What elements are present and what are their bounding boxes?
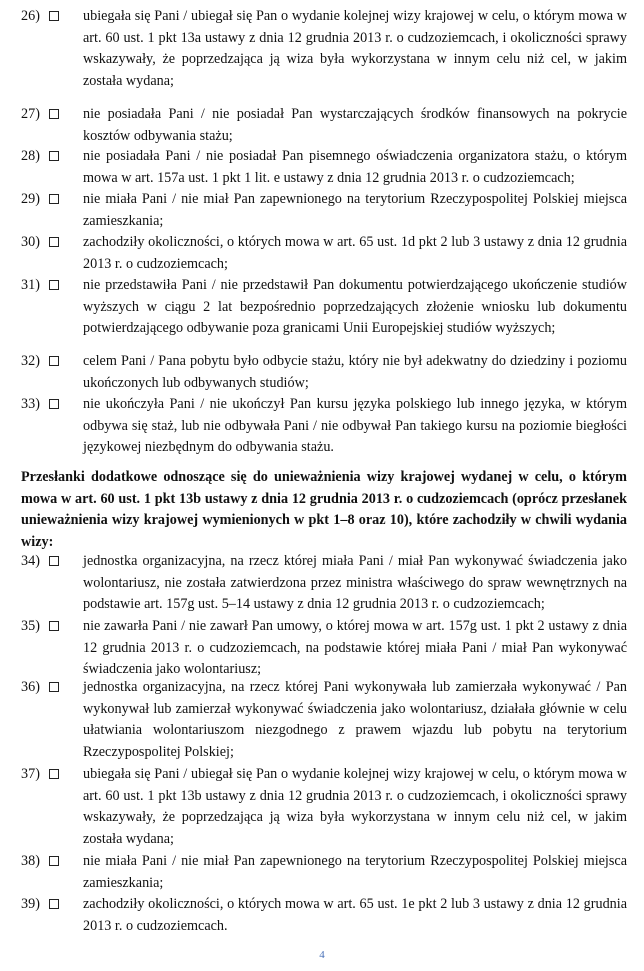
item-text: zachodziły okoliczności, o których mowa w art. 65 ust. 1e pkt 2 lub 3 ustawy z dnia 12 grudnia 2013 r. o cudzoziemcach. xyxy=(83,896,627,934)
item-number: 30) xyxy=(21,234,40,250)
empty-checkbox-icon[interactable] xyxy=(49,109,59,119)
section-heading: Przesłanki dodatkowe odnoszące się do unieważnienia wizy krajowej wydanej w celu, o którym mowa w art. 60 ust. 1 pkt 13b ustawy z dnia 12 grudnia 2013 r. o cudzoziemcach (oprócz przesłanek unieważnienia wizy krajowej wymienionych w pkt 1–8 oraz 10), które zachodziły w chwili wydania wizy: xyxy=(21,469,627,550)
item-number: 38) xyxy=(21,853,40,869)
empty-checkbox-icon[interactable] xyxy=(49,556,59,566)
item-text: nie ukończyła Pani / nie ukończył Pan kursu języka polskiego lub innego języka, w którym odbywa się staż, lub nie odbywała Pani / nie odbywał Pan takiego kursu na poziomie biegłości językowej niezbędnym do odbywania stażu. xyxy=(83,396,627,456)
item-text: ubiegała się Pani / ubiegał się Pan o wydanie kolejnej wizy krajowej w celu, o którym mowa w art. 60 ust. 1 pkt 13a ustawy z dnia 12 grudnia 2013 r. o cudzoziemcach, i okoliczności sprawy wskazywały, że poprzedzająca ją wiza była wykorzystana w innym celu niż cel, w jakim została wydana; xyxy=(83,8,627,89)
empty-checkbox-icon[interactable] xyxy=(49,280,59,290)
item-number: 34) xyxy=(21,553,40,569)
empty-checkbox-icon[interactable] xyxy=(49,237,59,247)
list-item-36 xyxy=(21,677,627,763)
list-item-27 xyxy=(21,104,627,147)
item-number: 28) xyxy=(21,148,40,164)
item-text: nie zawarła Pani / nie zawarł Pan umowy, o której mowa w art. 157g ust. 1 pkt 2 ustawy z dnia 12 grudnia 2013 r. o cudzoziemcach, na podstawie której miała Pani / miał Pan wykonywać świadczenia jako wolontariusz; xyxy=(83,618,627,678)
list-item-31 xyxy=(21,275,627,340)
empty-checkbox-icon[interactable] xyxy=(49,356,59,366)
item-text: celem Pani / Pana pobytu było odbycie stażu, który nie był adekwatny do dziedziny i poziomu ukończonych lub odbywanych studiów; xyxy=(83,353,627,391)
empty-checkbox-icon[interactable] xyxy=(49,399,59,409)
empty-checkbox-icon[interactable] xyxy=(49,899,59,909)
list-item-28 xyxy=(21,146,627,189)
empty-checkbox-icon[interactable] xyxy=(49,11,59,21)
empty-checkbox-icon[interactable] xyxy=(49,621,59,631)
item-text: nie miała Pani / nie miał Pan zapewnionego na terytorium Rzeczypospolitej Polskiej miejsca zamieszkania; xyxy=(83,191,627,229)
list-item-33 xyxy=(21,394,627,459)
empty-checkbox-icon[interactable] xyxy=(49,151,59,161)
list-item-26 xyxy=(21,6,627,92)
list-item-30 xyxy=(21,232,627,275)
item-number: 33) xyxy=(21,396,40,412)
list-item-37 xyxy=(21,764,627,850)
item-number: 26) xyxy=(21,8,40,24)
item-text: nie posiadała Pani / nie posiadał Pan wystarczających środków finansowych na pokrycie kosztów odbywania stażu; xyxy=(83,106,627,144)
empty-checkbox-icon[interactable] xyxy=(49,856,59,866)
item-number: 31) xyxy=(21,277,40,293)
page-number: 4 xyxy=(319,949,325,961)
item-number: 35) xyxy=(21,618,40,634)
item-text: nie posiadała Pani / nie posiadał Pan pisemnego oświadczenia organizatora stażu, o którym mowa w art. 157a ust. 1 pkt 1 lit. e ustawy z dnia 12 grudnia 2013 r. o cudzoziemcach; xyxy=(83,148,627,186)
list-item-38 xyxy=(21,851,627,894)
list-item-34 xyxy=(21,551,627,616)
list-item-35 xyxy=(21,616,627,681)
item-text: zachodziły okoliczności, o których mowa w art. 65 ust. 1d pkt 2 lub 3 ustawy z dnia 12 grudnia 2013 r. o cudzoziemcach; xyxy=(83,234,627,272)
item-number: 37) xyxy=(21,766,40,782)
list-item-29 xyxy=(21,189,627,232)
item-number: 29) xyxy=(21,191,40,207)
item-text: jednostka organizacyjna, na rzecz której miała Pani / miał Pan wykonywać świadczenia jako wolontariusz, nie została zatwierdzona przez ministra właściwego do spraw wewnętrznych na podstawie art. 157g ust. 5–14 ustawy z dnia 12 grudnia 2013 r. o cudzoziemcach; xyxy=(83,553,627,613)
item-text: jednostka organizacyjna, na rzecz której Pani wykonywała lub zamierzała wykonywać / Pan wykonywał lub zamierzał wykonywać świadczenia jako wolontariusz, działała głównie w celu ułatwiania wolontariuszom niezgodnego z prawem wjazdu lub pobytu na terytorium Rzeczypospolitej Polskiej; xyxy=(83,679,627,760)
item-number: 39) xyxy=(21,896,40,912)
empty-checkbox-icon[interactable] xyxy=(49,682,59,692)
list-item-39 xyxy=(21,894,627,937)
empty-checkbox-icon[interactable] xyxy=(49,769,59,779)
empty-checkbox-icon[interactable] xyxy=(49,194,59,204)
item-text: nie miała Pani / nie miał Pan zapewnionego na terytorium Rzeczypospolitej Polskiej miejsca zamieszkania; xyxy=(83,853,627,891)
list-item-32 xyxy=(21,351,627,394)
item-text: ubiegała się Pani / ubiegał się Pan o wydanie kolejnej wizy krajowej w celu, o którym mowa w art. 60 ust. 1 pkt 13b ustawy z dnia 12 grudnia 2013 r. o cudzoziemcach, i okoliczności sprawy wskazywały, że poprzedzająca ją wiza była wykorzystana w innym celu niż cel, w jakim została wydana; xyxy=(83,766,627,847)
item-number: 32) xyxy=(21,353,40,369)
item-number: 36) xyxy=(21,679,40,695)
item-number: 27) xyxy=(21,106,40,122)
item-text: nie przedstawiła Pani / nie przedstawił Pan dokumentu potwierdzającego ukończenie studiów wyższych w ciągu 2 lat bezpośrednio poprzedzających złożenie wniosku lub dokumentu potwierdzającego odbywanie poza granicami Unii Europejskiej studiów wyższych; xyxy=(83,277,627,337)
